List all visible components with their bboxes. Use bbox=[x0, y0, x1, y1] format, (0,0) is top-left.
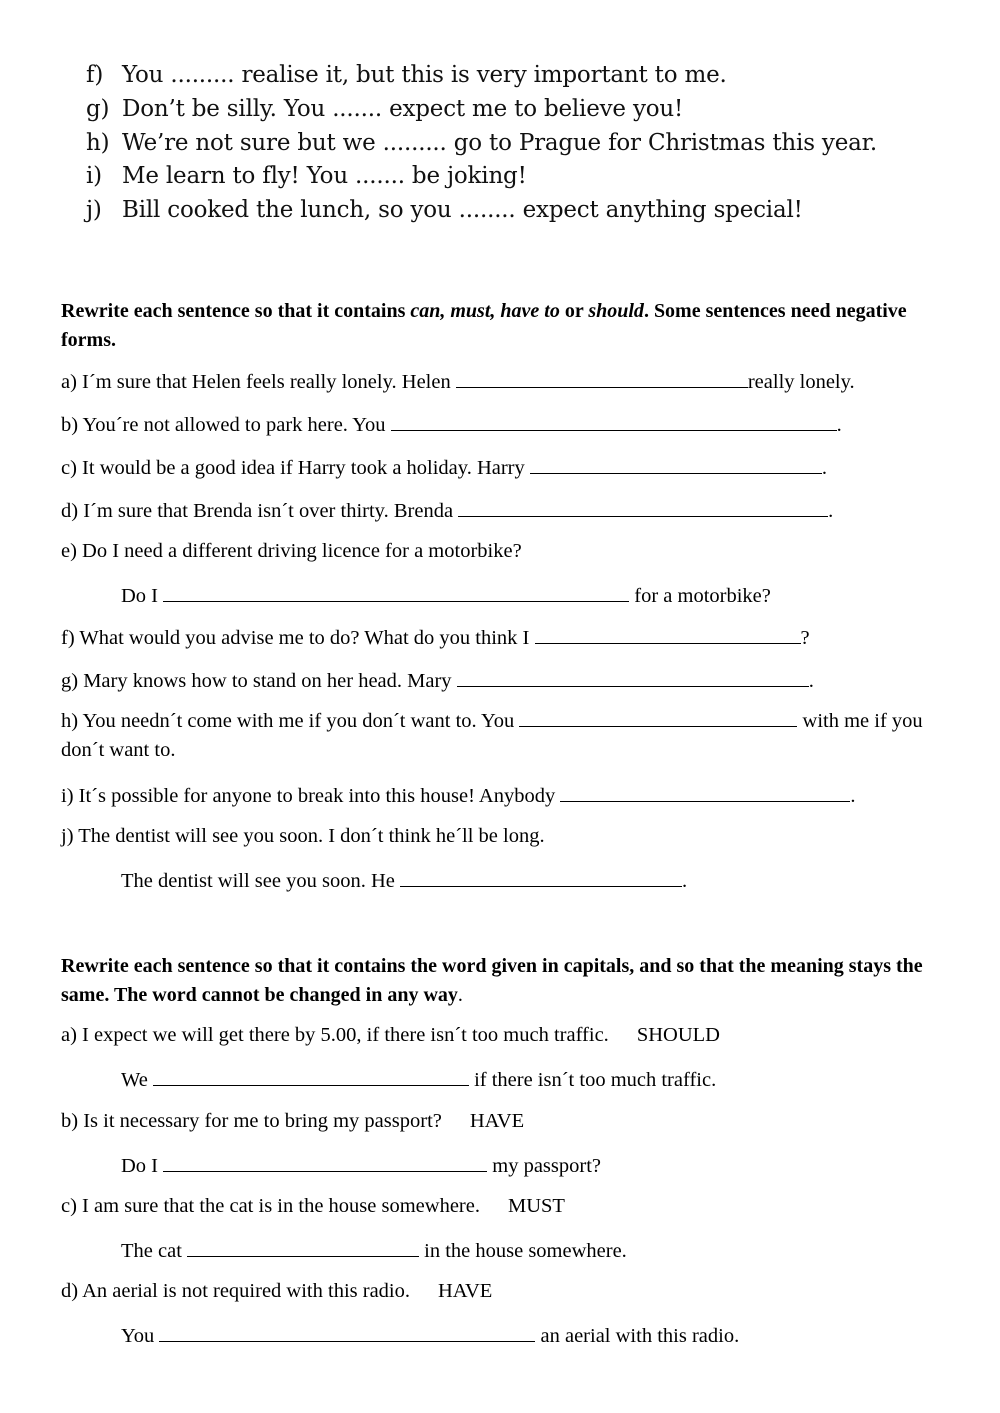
answer-blank-i[interactable] bbox=[560, 783, 850, 802]
keyword-answer-blank-d[interactable] bbox=[159, 1323, 535, 1342]
answer-blank-b[interactable] bbox=[391, 412, 837, 431]
keyword-answer-blank-b[interactable] bbox=[163, 1153, 487, 1172]
keyword-question-d-answer-line: You an aerial with this radio. bbox=[121, 1325, 740, 1347]
question-f: f) What would you advise me to do? What do you think I ? bbox=[61, 627, 810, 649]
scanned-line-f: f) You ......... realise it, but this is very important to me. bbox=[86, 62, 727, 88]
keyword-have-2: HAVE bbox=[438, 1280, 493, 1302]
exercise-key-words bbox=[61, 952, 941, 1347]
section2-instructions: Rewrite each sentence so that it contains the word given in capitals, and so that the meaning stays the same. The word cannot be changed in any way. bbox=[61, 955, 923, 1006]
keyword-have: HAVE bbox=[469, 1110, 525, 1132]
answer-blank-f[interactable] bbox=[535, 625, 801, 644]
question-i: i) It´s possible for anyone to break into this house! Anybody . bbox=[61, 785, 856, 807]
keyword-question-d: d) An aerial is not required with this radio. HAVE bbox=[61, 1280, 493, 1302]
scanned-line-g: g) Don’t be silly. You ....... expect me to believe you! bbox=[86, 96, 684, 122]
question-h: h) You needn´t come with me if you don´t want to. You with me if you don´t want to. bbox=[61, 710, 923, 761]
question-g: g) Mary knows how to stand on her head. Mary . bbox=[61, 670, 814, 692]
question-j-answer-line: The dentist will see you soon. He . bbox=[121, 870, 688, 892]
answer-blank-d[interactable] bbox=[458, 498, 828, 517]
question-b: b) You´re not allowed to park here. You . bbox=[61, 414, 842, 436]
keyword-question-a: a) I expect we will get there by 5.00, if there isn´t too much traffic. SHOULD bbox=[61, 1024, 720, 1046]
scanned-line-h: h) We’re not sure but we ......... go to Prague for Christmas this year. bbox=[86, 130, 878, 156]
keyword-must: MUST bbox=[507, 1195, 565, 1217]
scanned-line-j: j) Bill cooked the lunch, so you ........ expect anything special! bbox=[86, 197, 803, 223]
question-d: d) I´m sure that Brenda isn´t over thirty. Brenda . bbox=[61, 500, 834, 522]
keyword-question-b: b) Is it necessary for me to bring my passport? HAVE bbox=[61, 1110, 525, 1132]
keyword-answer-blank-c[interactable] bbox=[187, 1238, 419, 1257]
answer-blank-a[interactable] bbox=[456, 369, 748, 388]
answer-blank-g[interactable] bbox=[457, 668, 809, 687]
answer-blank-j[interactable] bbox=[400, 868, 682, 887]
question-e: e) Do I need a different driving licence for a motorbike? bbox=[61, 540, 522, 562]
section1-instructions: Rewrite each sentence so that it contains can, must, have to or should. Some sentences need negative forms. bbox=[61, 300, 907, 351]
keyword-answer-blank-a[interactable] bbox=[153, 1067, 469, 1086]
keyword-question-a-answer-line: We if there isn´t too much traffic. bbox=[121, 1069, 717, 1091]
keyword-should: SHOULD bbox=[636, 1024, 720, 1046]
answer-blank-c[interactable] bbox=[530, 455, 822, 474]
question-a: a) I´m sure that Helen feels really lonely. Helen really lonely. bbox=[61, 371, 855, 393]
question-j: j) The dentist will see you soon. I don´t think he´ll be long. bbox=[61, 825, 545, 847]
keyword-question-c-answer-line: The cat in the house somewhere. bbox=[121, 1240, 627, 1262]
answer-blank-h[interactable] bbox=[519, 708, 797, 727]
answer-blank-e[interactable] bbox=[163, 583, 629, 602]
exercise-modals bbox=[61, 297, 941, 892]
keyword-question-b-answer-line: Do I my passport? bbox=[121, 1155, 602, 1177]
scanned-line-i: i) Me learn to fly! You ....... be joking! bbox=[86, 163, 527, 189]
question-c: c) It would be a good idea if Harry took a holiday. Harry . bbox=[61, 457, 828, 479]
question-e-answer-line: Do I for a motorbike? bbox=[121, 585, 771, 607]
keyword-question-c: c) I am sure that the cat is in the house somewhere. MUST bbox=[61, 1195, 565, 1217]
